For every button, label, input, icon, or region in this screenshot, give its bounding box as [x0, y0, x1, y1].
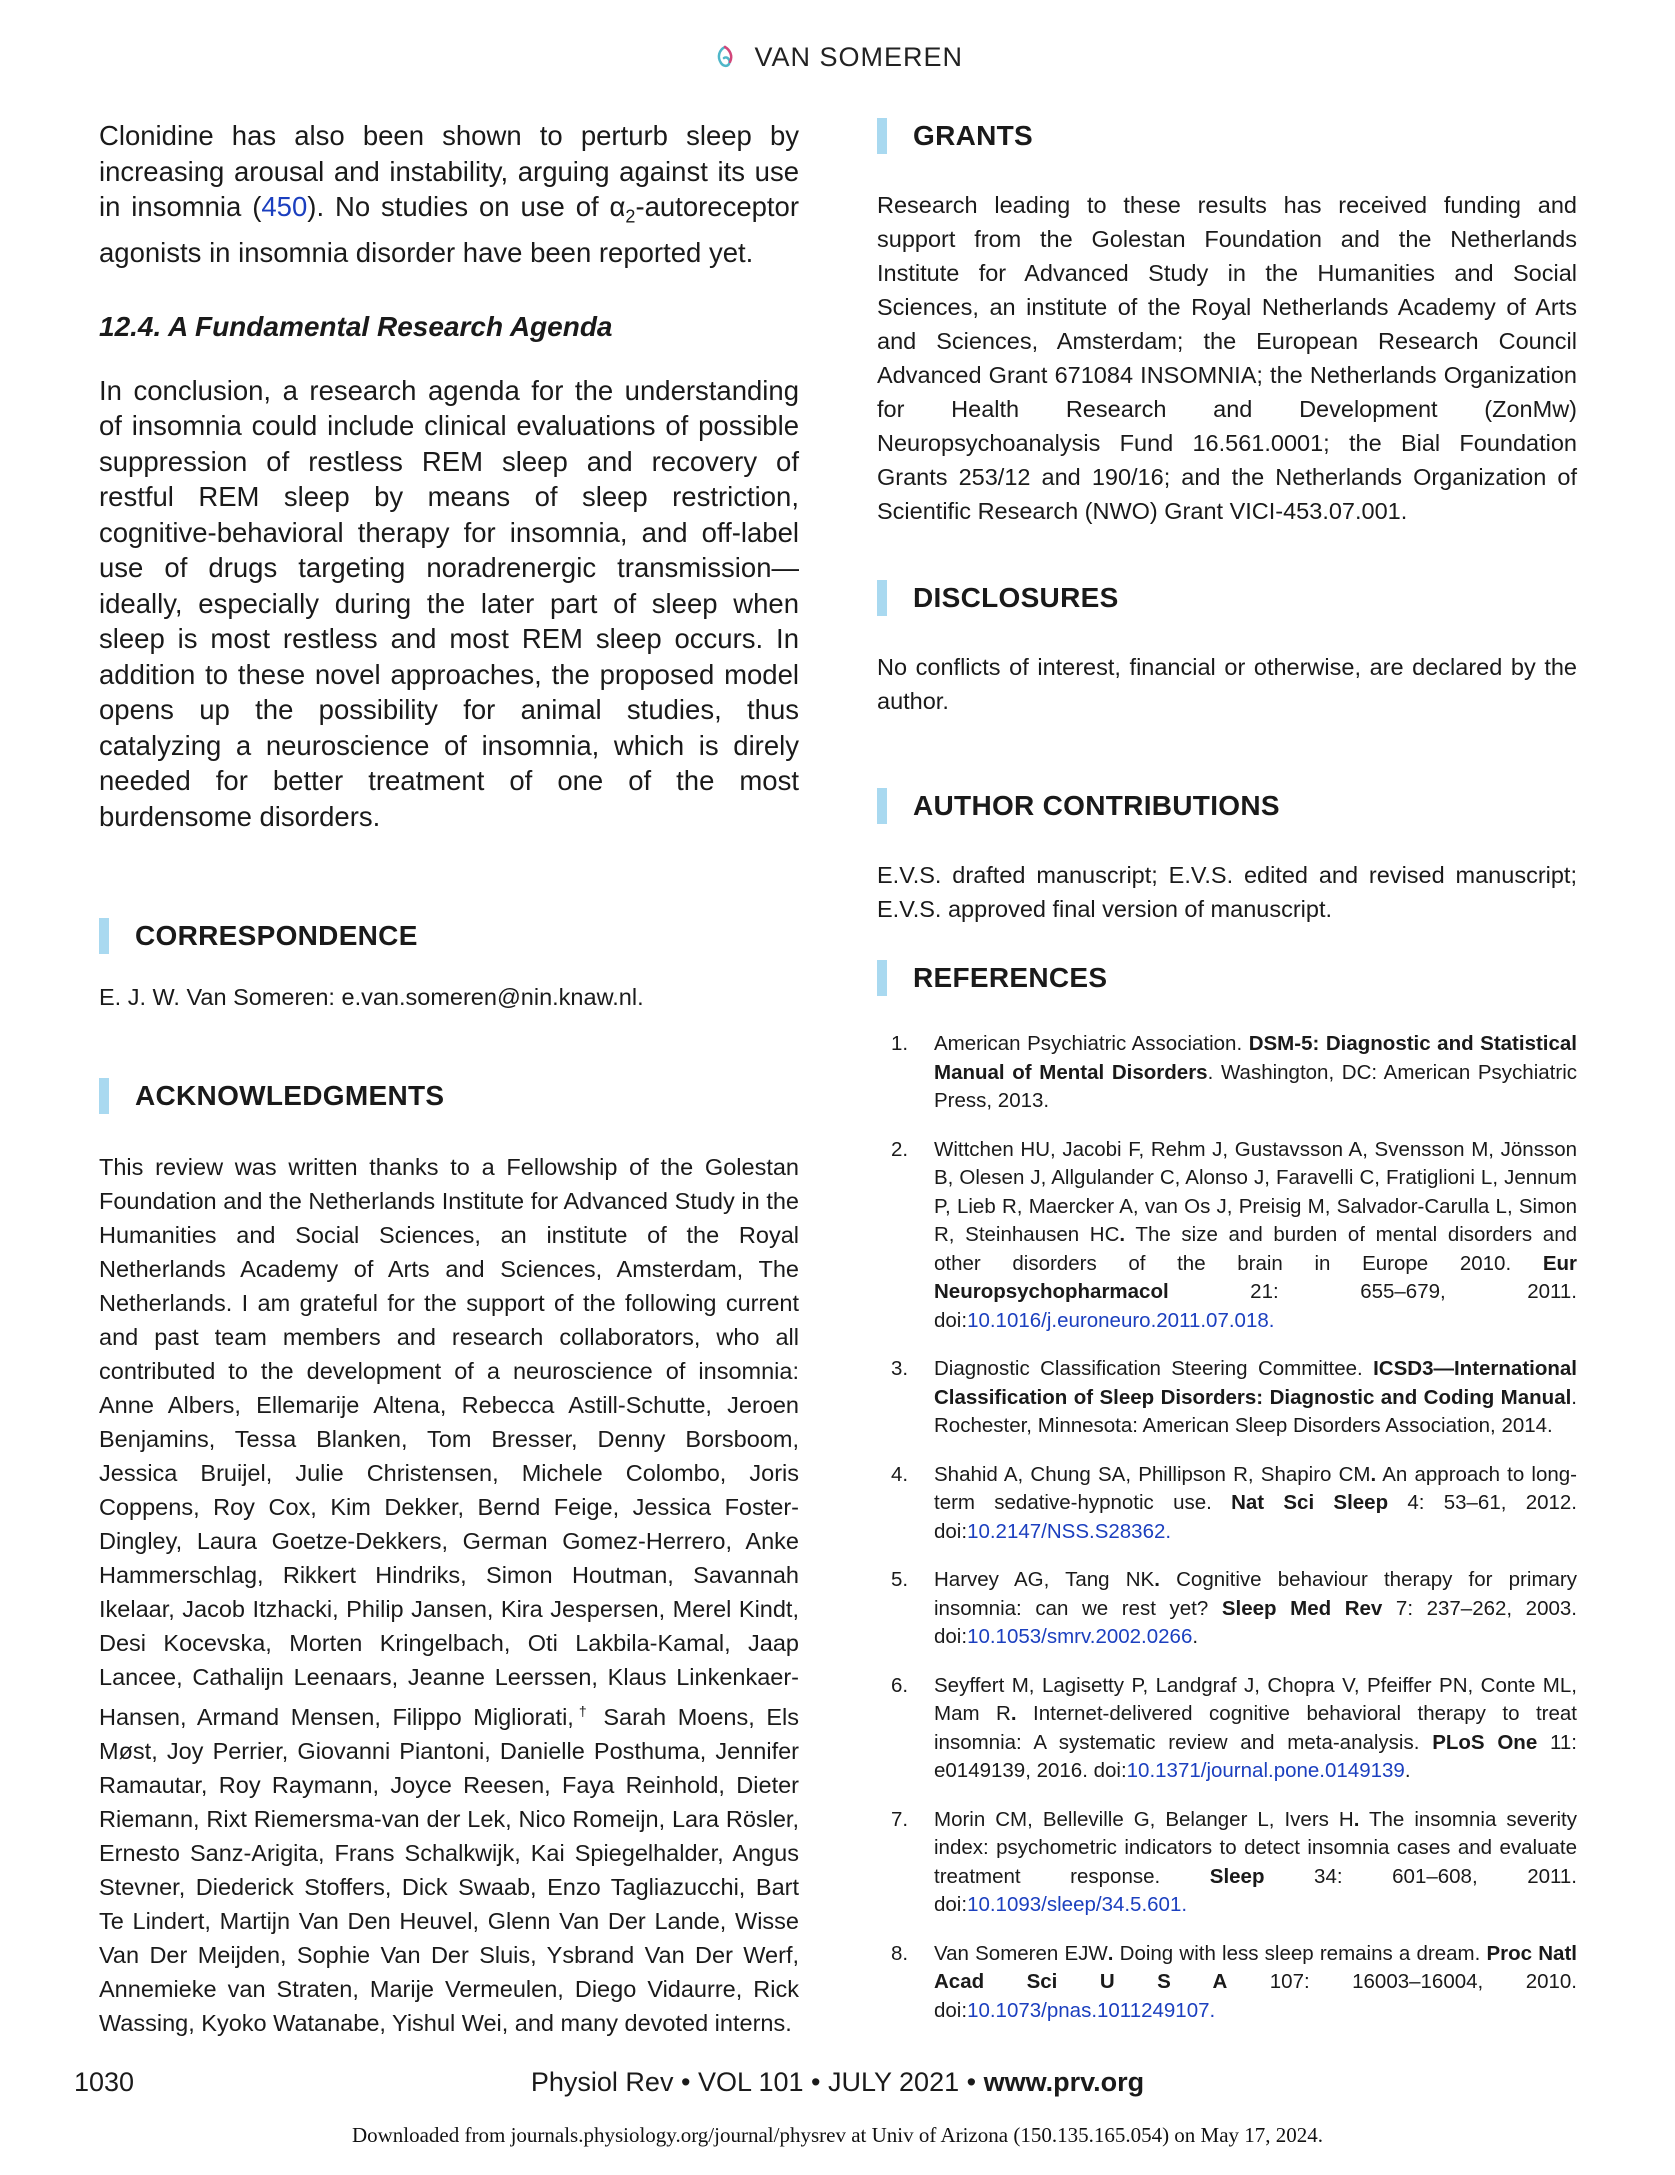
section-bar — [99, 1078, 109, 1114]
page-footer — [0, 2067, 1675, 2107]
reference-item: 1. American Psychiatric Association. DSM-5: Diagnostic and Statistical Manual of Mental Disorders. Washington, DC: American Psychiatric Press, 2013. — [891, 1032, 1577, 1112]
section-bar — [877, 118, 887, 154]
disclosures-text: No conflicts of interest, financial or otherwise, are declared by the author. — [877, 654, 1577, 714]
intro-paragraph: Clonidine has also been shown to perturb sleep by increasing arousal and instability, arguing against its use in insomnia (450). No studies on use of $\alpha_2$-autoreceptor agonists in insomnia disorder have been reported yet. — [99, 120, 800, 268]
doi-link[interactable]: 10.1093/sleep/34.5.601 — [967, 1893, 1182, 1916]
reference-list — [877, 1030, 1577, 2025]
doi-link[interactable]: 10.1371/journal.pone.0149139 — [1126, 1759, 1405, 1782]
journal-logo-icon — [712, 44, 738, 77]
author-contributions-heading: AUTHOR CONTRIBUTIONS — [877, 788, 1577, 824]
reference-link-450[interactable]: 450 — [261, 191, 308, 222]
reference-item: 7. Morin CM, Belleville G, Belanger L, Ivers H. The insomnia severity index: psychometric indicators to detect insomnia cases and evaluate treatment response. Sleep 34: 601–608, 2011. doi:10.1093/sleep/34.5.601. — [891, 1807, 1577, 1916]
doi-link[interactable]: 10.1073/pnas.1011249107 — [967, 1998, 1210, 2022]
section-bar — [99, 918, 109, 954]
section-bar — [877, 960, 887, 996]
grants-text: Research leading to these results has received funding and support from the Golestan Foundation and the Netherlands Institute for Advanced Study in the Humanities and Social Sciences, an institute of the Royal Netherlands Academy of Arts and Sciences, Amsterdam; the European Research Council Advanced Grant 671084 INSOMNIA; the Netherlands Organization for Health Research and Development (ZonMw) Neuropsychoanalysis Fund 16.561.0001; the Bial Foundation Grants 253/12 and 190/16; and the Netherlands Organization of Scientific Research (NWO) Grant VICI-453.07.001. — [877, 192, 1577, 524]
section-bar — [877, 788, 887, 824]
author-contributions-text: E.V.S. drafted manuscript; E.V.S. edited and revised manuscript; E.V.S. approved final version of manuscript. — [877, 862, 1577, 922]
doi-link[interactable]: 10.1053/smrv.2002.0266 — [967, 1625, 1193, 1648]
doi-link[interactable]: 10.2147/NSS.S28362 — [967, 1519, 1166, 1543]
reference-item: 5. Harvey AG, Tang NK. Cognitive behaviour therapy for primary insomnia: can we rest yet? Sleep Med Rev 7: 237–262, 2003. doi:10.1053/smrv.2002.0266. — [891, 1568, 1577, 1648]
correspondence-heading: CORRESPONDENCE — [99, 918, 799, 954]
acknowledgments-heading: ACKNOWLEDGMENTS — [99, 1078, 799, 1114]
download-notice: Downloaded from journals.physiology.org/journal/physrev at Univ of Arizona (150.135.165.054) on May 17, 2024. — [351, 2123, 1324, 2147]
grants-heading: GRANTS — [877, 118, 1577, 154]
running-title: VAN SOMEREN — [754, 42, 964, 72]
correspondence-text: E. J. W. Van Someren: e.van.someren@nin.knaw.nl. — [99, 984, 644, 1010]
disclosures-heading: DISCLOSURES — [877, 580, 1577, 616]
running-header — [0, 42, 1675, 77]
references-heading: REFERENCES — [877, 960, 1577, 996]
right-column — [877, 118, 1577, 2045]
reference-item: 8. Van Someren EJW. Doing with less sleep remains a dream. Proc Natl Acad Sci U S A 107: 16003–16004, 2010. doi:10.1073/pnas.1011249107. — [891, 1941, 1578, 2022]
reference-item: 3. Diagnostic Classification Steering Committee. ICSD3—International Classification of Sleep Disorders: Diagnostic and Coding Manual. Rochester, Minnesota: American Sleep Disorders Association, 2014. — [891, 1357, 1577, 1437]
conclusion-paragraph: In conclusion, a research agenda for the understanding of insomnia could include clinical evaluations of possible suppression of restless REM sleep and recovery of restful REM sleep by means of sleep restriction, cognitive-behavioral therapy for insomnia, and off-label use of drugs targeting noradrenergic transmission—ideally, especially during the later part of sleep when sleep is most restless and most REM sleep occurs. In addition to these novel approaches, the proposed model opens up the possibility for animal studies, thus catalyzing a neuroscience of insomnia, which is direly needed for better treatment of one of the most burdensome disorders. — [99, 374, 799, 832]
journal-website-link[interactable]: www.prv.org — [983, 2067, 1145, 2097]
section-bar — [877, 580, 887, 616]
page-number: 1030 — [74, 2067, 135, 2097]
journal-citation: Physiol Rev • VOL 101 • JULY 2021 • www.prv.org — [530, 2067, 1145, 2097]
acknowledgments-text: This review was written thanks to a Fellowship of the Golestan Foundation and the Netherlands Institute for Advanced Study in the Humanities and Social Sciences, an institute of the Royal Netherlands Academy of Arts and Sciences, Amsterdam, The Netherlands. I am grateful for the support of the following current and past team members and research collaborators, who all contributed to the development of a neuroscience of insomnia: Anne Albers, Ellemarije Altena, Rebecca Astill-Schutte, Jeroen Benjamins, Tessa Blanken, Tom Bresser, Denny Borsboom, Jessica Bruijel, Julie Christensen, Michele Colombo, Joris Coppens, Roy Cox, Kim Dekker, Bernd Feige, Jessica Foster-Dingley, Laura Goetze-Dekkers, German Gomez-Herrero, Anke Hammerschlag, Rikkert Hindriks, Simon Houtman, Savannah Ikelaar, Jacob Itzhacki, Philip Jansen, Kira Jespersen, Merel Kindt, Desi Kocevska, Morten Kringelbach, Oti Lakbila-Kamal, Jaap Lancee, Cathalijn Leenaars, Jeanne Leerssen, Klaus Linkenkaer-Hansen, Armand Mensen, Filippo Migliorati,† Sarah Moens, Els Møst, Joy Perrier, Giovanni Piantoni, Danielle Posthuma, Jennifer Ramautar, Roy Raymann, Joyce Reesen, Faya Reinhold, Dieter Riemann, Rixt Riemersma-van der Lek, Nico Romeijn, Lara Rösler, Ernesto Sanz-Arigita, Frans Schalkwijk, Kai Spiegelhalder, Angus Stevner, Diederick Stoffers, Dick Swaab, Enzo Tagliazucchi, Bart Te Lindert, Martijn Van Den Heuvel, Glenn Van Der Lande, Wisse Van Der Meijden, Sophie Van Der Sluis, Ysbrand Van Der Werf, Annemieke van Straten, Marije Vermeulen, Diego Vidaurre, Rick Wassing, Kyoko Watanabe, Yishul Wei, and many devoted interns. — [99, 1154, 799, 2036]
reference-item: 4. Shahid A, Chung SA, Phillipson R, Shapiro CM. An approach to long-term sedative-hypnotic use. Nat Sci Sleep 4: 53–61, 2012. doi:10.2147/NSS.S28362. — [891, 1462, 1577, 1543]
reference-item: 6. Seyffert M, Lagisetty P, Landgraf J, Chopra V, Pfeiffer PN, Conte ML, Mam R. Internet-delivered cognitive behavioral therapy to treat insomnia: A systematic review and meta-analysis. PLoS One 11: e0149139, 2016. doi:10.1371/journal.pone.0149139. — [891, 1673, 1577, 1782]
subsection-title: 12.4. A Fundamental Research Agenda — [99, 310, 613, 342]
doi-link[interactable]: 10.1016/j.euroneuro.2011.07.018 — [967, 1308, 1269, 1332]
reference-item: 2. Wittchen HU, Jacobi F, Rehm J, Gustavsson A, Svensson M, Jönsson B, Olesen J, Allgulander C, Alonso J, Faravelli C, Fratiglioni L, Jennum P, Lieb R, Maercker A, van Os J, Preisig M, Salvador-Carulla L, Simon R, Steinhausen HC. The size and burden of mental disorders and other disorders of the brain in Europe 2010. Eur Neuropsychopharmacol 21: 655–679, 2011. doi:10.1016/j.euroneuro.2011.07.018. — [891, 1137, 1578, 1332]
left-column — [99, 118, 799, 2040]
